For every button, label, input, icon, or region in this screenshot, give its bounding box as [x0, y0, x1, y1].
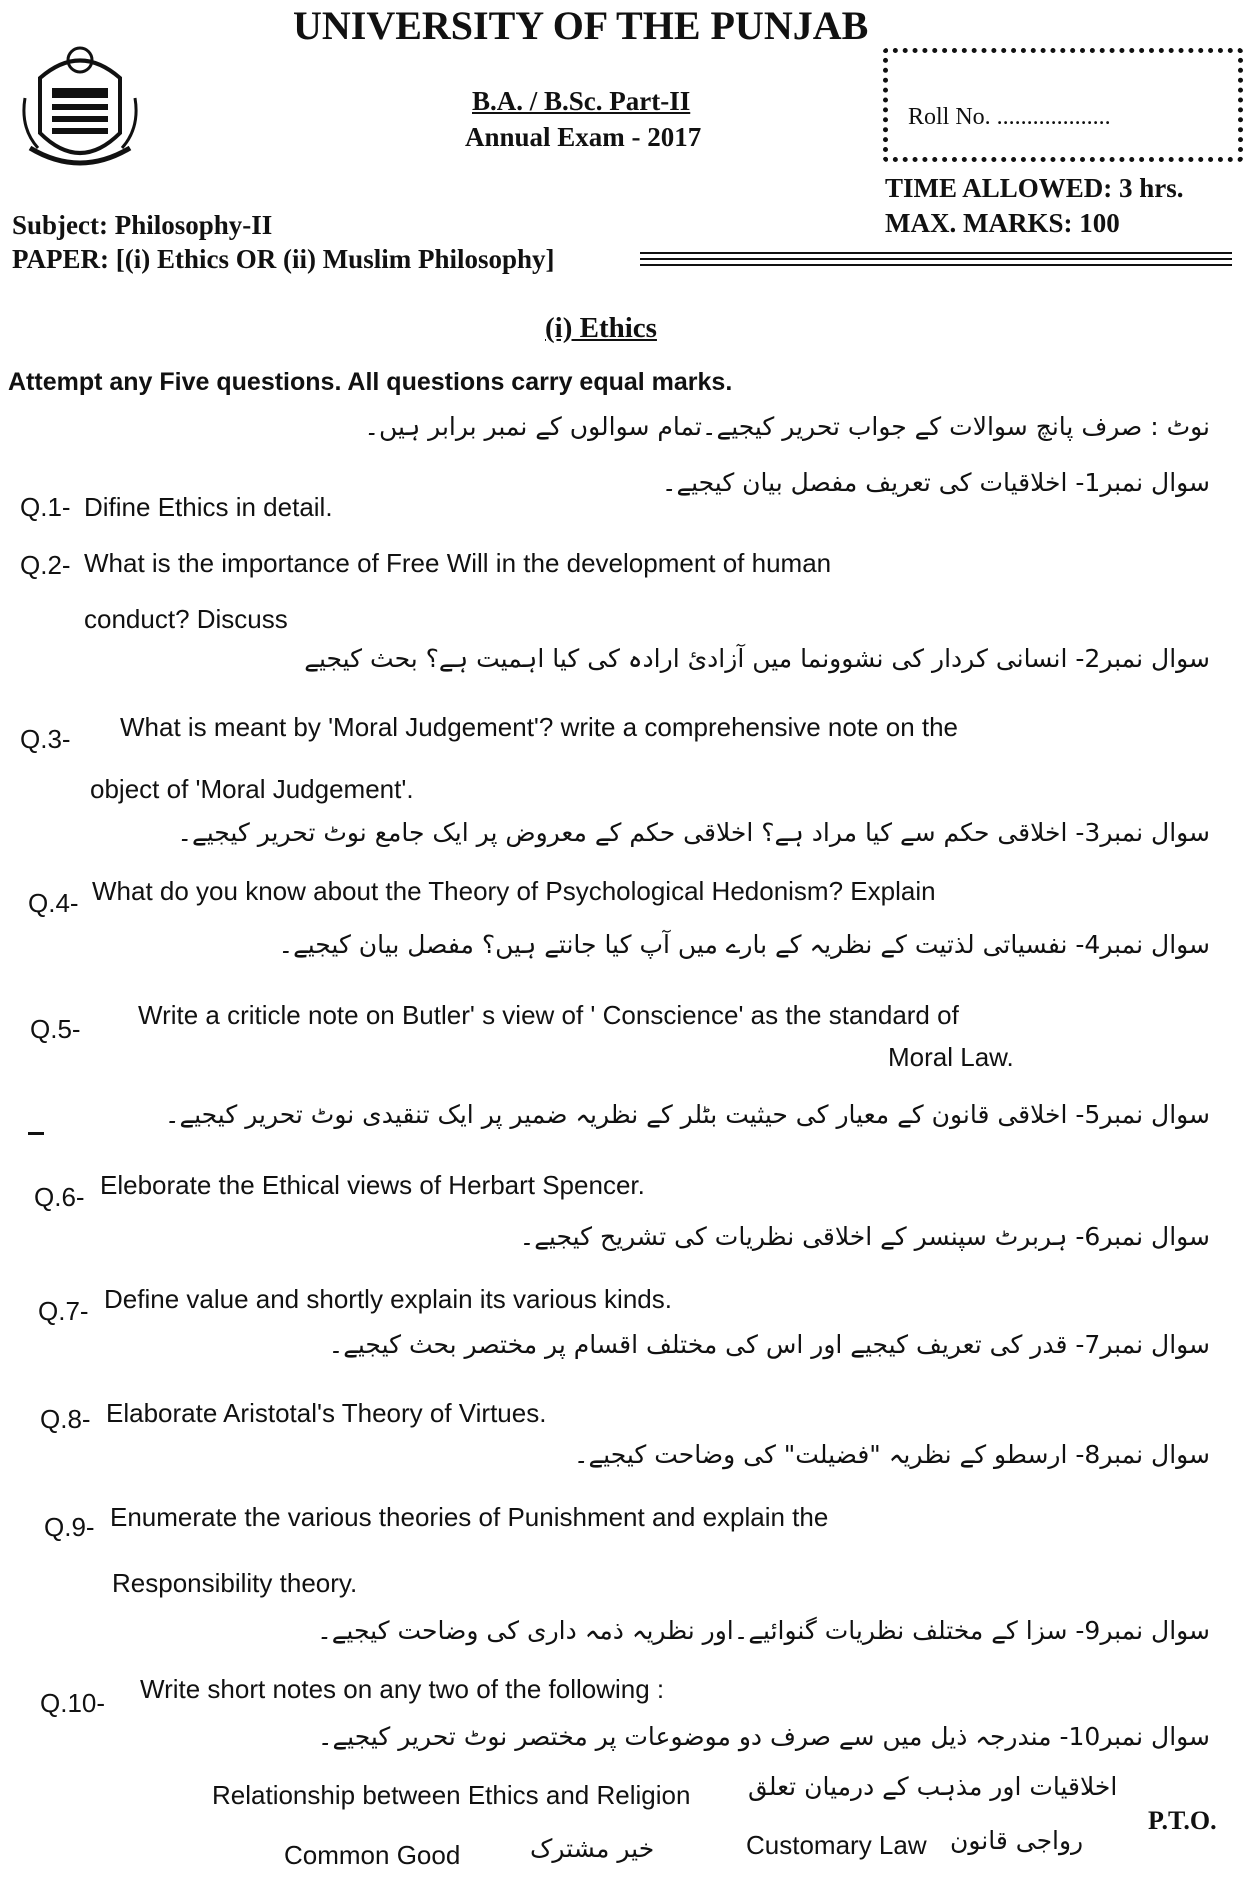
- instructions-ur: نوٹ : صرف پانچ سوالات کے جواب تحریر کیجیے۔تمام سوالوں کے نمبر برابر ہیں۔: [364, 412, 1210, 441]
- topic-1-en: Relationship between Ethics and Religion: [212, 1780, 691, 1810]
- time-allowed: TIME ALLOWED: 3 hrs.: [885, 173, 1184, 203]
- q9-urdu: سوال نمبر9- سزا کے مختلف نظریات گنوائیے۔اور نظریہ ذمہ داری کی وضاحت کیجیے۔: [317, 1616, 1210, 1645]
- header-rule-1: [640, 252, 1232, 254]
- paper-label: PAPER: [(i) Ethics OR (ii) Muslim Philosophy]: [12, 244, 555, 274]
- max-marks: MAX. MARKS: 100: [885, 208, 1120, 238]
- q4-urdu: سوال نمبر4- نفسیاتی لذتیت کے نظریہ کے بارے میں آپ کیا جانتے ہیں؟ مفصل بیان کیجیے۔: [278, 930, 1210, 959]
- q5-text-line2: Moral Law.: [888, 1042, 1014, 1072]
- q3-text-line2: object of 'Moral Judgement'.: [90, 774, 414, 804]
- q3-number: Q.3-: [20, 724, 71, 754]
- q3-urdu: سوال نمبر3- اخلاقی حکم سے کیا مراد ہے؟ اخلاقی حکم کے معروض پر ایک جامع نوٹ تحریر کیجیے۔: [177, 818, 1210, 847]
- q2-urdu: سوال نمبر2- انسانی کردار کی نشوونما میں آزادیٔ ارادہ کی کیا اہمیت ہے؟ بحث کیجیے: [304, 644, 1210, 673]
- topic-3-en: Customary Law: [746, 1830, 927, 1860]
- roll-no-label: Roll No. ...................: [908, 104, 1111, 130]
- q1-urdu: سوال نمبر1- اخلاقیات کی تعریف مفصل بیان کیجیے۔: [661, 468, 1210, 497]
- q8-text: Elaborate Aristotal's Theory of Virtues.: [106, 1398, 547, 1428]
- q5-urdu: سوال نمبر5- اخلاقی قانون کے معیار کی حیثیت بٹلر کے نظریہ ضمیر پر ایک تنقیدی نوٹ تحریر کیجیے۔: [164, 1100, 1210, 1129]
- topic-2-ur: خیر مشترک: [530, 1834, 655, 1863]
- q4-number: Q.4-: [28, 888, 79, 918]
- exam-label: Annual Exam - 2017: [465, 122, 702, 152]
- header-rule-3: [640, 264, 1232, 266]
- topic-3-ur: رواجی قانون: [950, 1826, 1084, 1855]
- q10-number: Q.10-: [40, 1688, 106, 1718]
- section-title: (i) Ethics: [545, 312, 657, 344]
- q8-number: Q.8-: [40, 1404, 91, 1434]
- instructions-en: Attempt any Five questions. All questions carry equal marks.: [8, 368, 733, 396]
- stray-dash: [28, 1132, 44, 1135]
- subject-label: Subject: Philosophy-II: [12, 210, 273, 240]
- q1-number: Q.1-: [20, 492, 71, 522]
- university-title: UNIVERSITY OF THE PUNJAB: [293, 3, 869, 48]
- q1-text: Difine Ethics in detail.: [84, 492, 333, 522]
- program-label: B.A. / B.Sc. Part-II: [472, 86, 691, 116]
- header-rule-2: [640, 258, 1232, 260]
- topic-2-en: Common Good: [284, 1840, 461, 1870]
- q3-text: What is meant by 'Moral Judgement'? write a comprehensive note on the: [120, 712, 959, 742]
- q5-number: Q.5-: [30, 1014, 81, 1044]
- q7-text: Define value and shortly explain its various kinds.: [104, 1284, 672, 1314]
- university-crest: [20, 38, 140, 178]
- q6-number: Q.6-: [34, 1182, 85, 1212]
- q9-number: Q.9-: [44, 1512, 95, 1542]
- q4-text: What do you know about the Theory of Psychological Hedonism? Explain: [92, 876, 936, 906]
- q2-number: Q.2-: [20, 550, 71, 580]
- q9-text-line2: Responsibility theory.: [112, 1568, 358, 1598]
- q10-urdu: سوال نمبر10- مندرجہ ذیل میں سے صرف دو موضوعات پر مختصر نوٹ تحریر کیجیے۔: [317, 1722, 1210, 1751]
- q9-text: Enumerate the various theories of Punishment and explain the: [110, 1502, 829, 1532]
- q8-urdu: سوال نمبر8- ارسطو کے نظریہ "فضیلت" کی وضاحت کیجیے۔: [573, 1440, 1210, 1469]
- q6-urdu: سوال نمبر6- ہربرٹ سپنسر کے اخلاقی نظریات کی تشریح کیجیے۔: [519, 1222, 1210, 1251]
- q5-text: Write a criticle note on Butler' s view of ' Conscience' as the standard of: [138, 1000, 959, 1030]
- q10-text: Write short notes on any two of the following :: [140, 1674, 665, 1704]
- q6-text: Eleborate the Ethical views of Herbart Spencer.: [100, 1170, 645, 1200]
- topic-1-ur: اخلاقیات اور مذہب کے درمیان تعلق: [748, 1772, 1118, 1801]
- q7-number: Q.7-: [38, 1296, 89, 1326]
- pto-label: P.T.O.: [1148, 1806, 1217, 1835]
- q2-text-line2: conduct? Discuss: [84, 604, 288, 634]
- q7-urdu: سوال نمبر7- قدر کی تعریف کیجیے اور اس کی مختلف اقسام پر مختصر بحث کیجیے۔: [328, 1330, 1210, 1359]
- q2-text: What is the importance of Free Will in the development of human: [84, 548, 832, 578]
